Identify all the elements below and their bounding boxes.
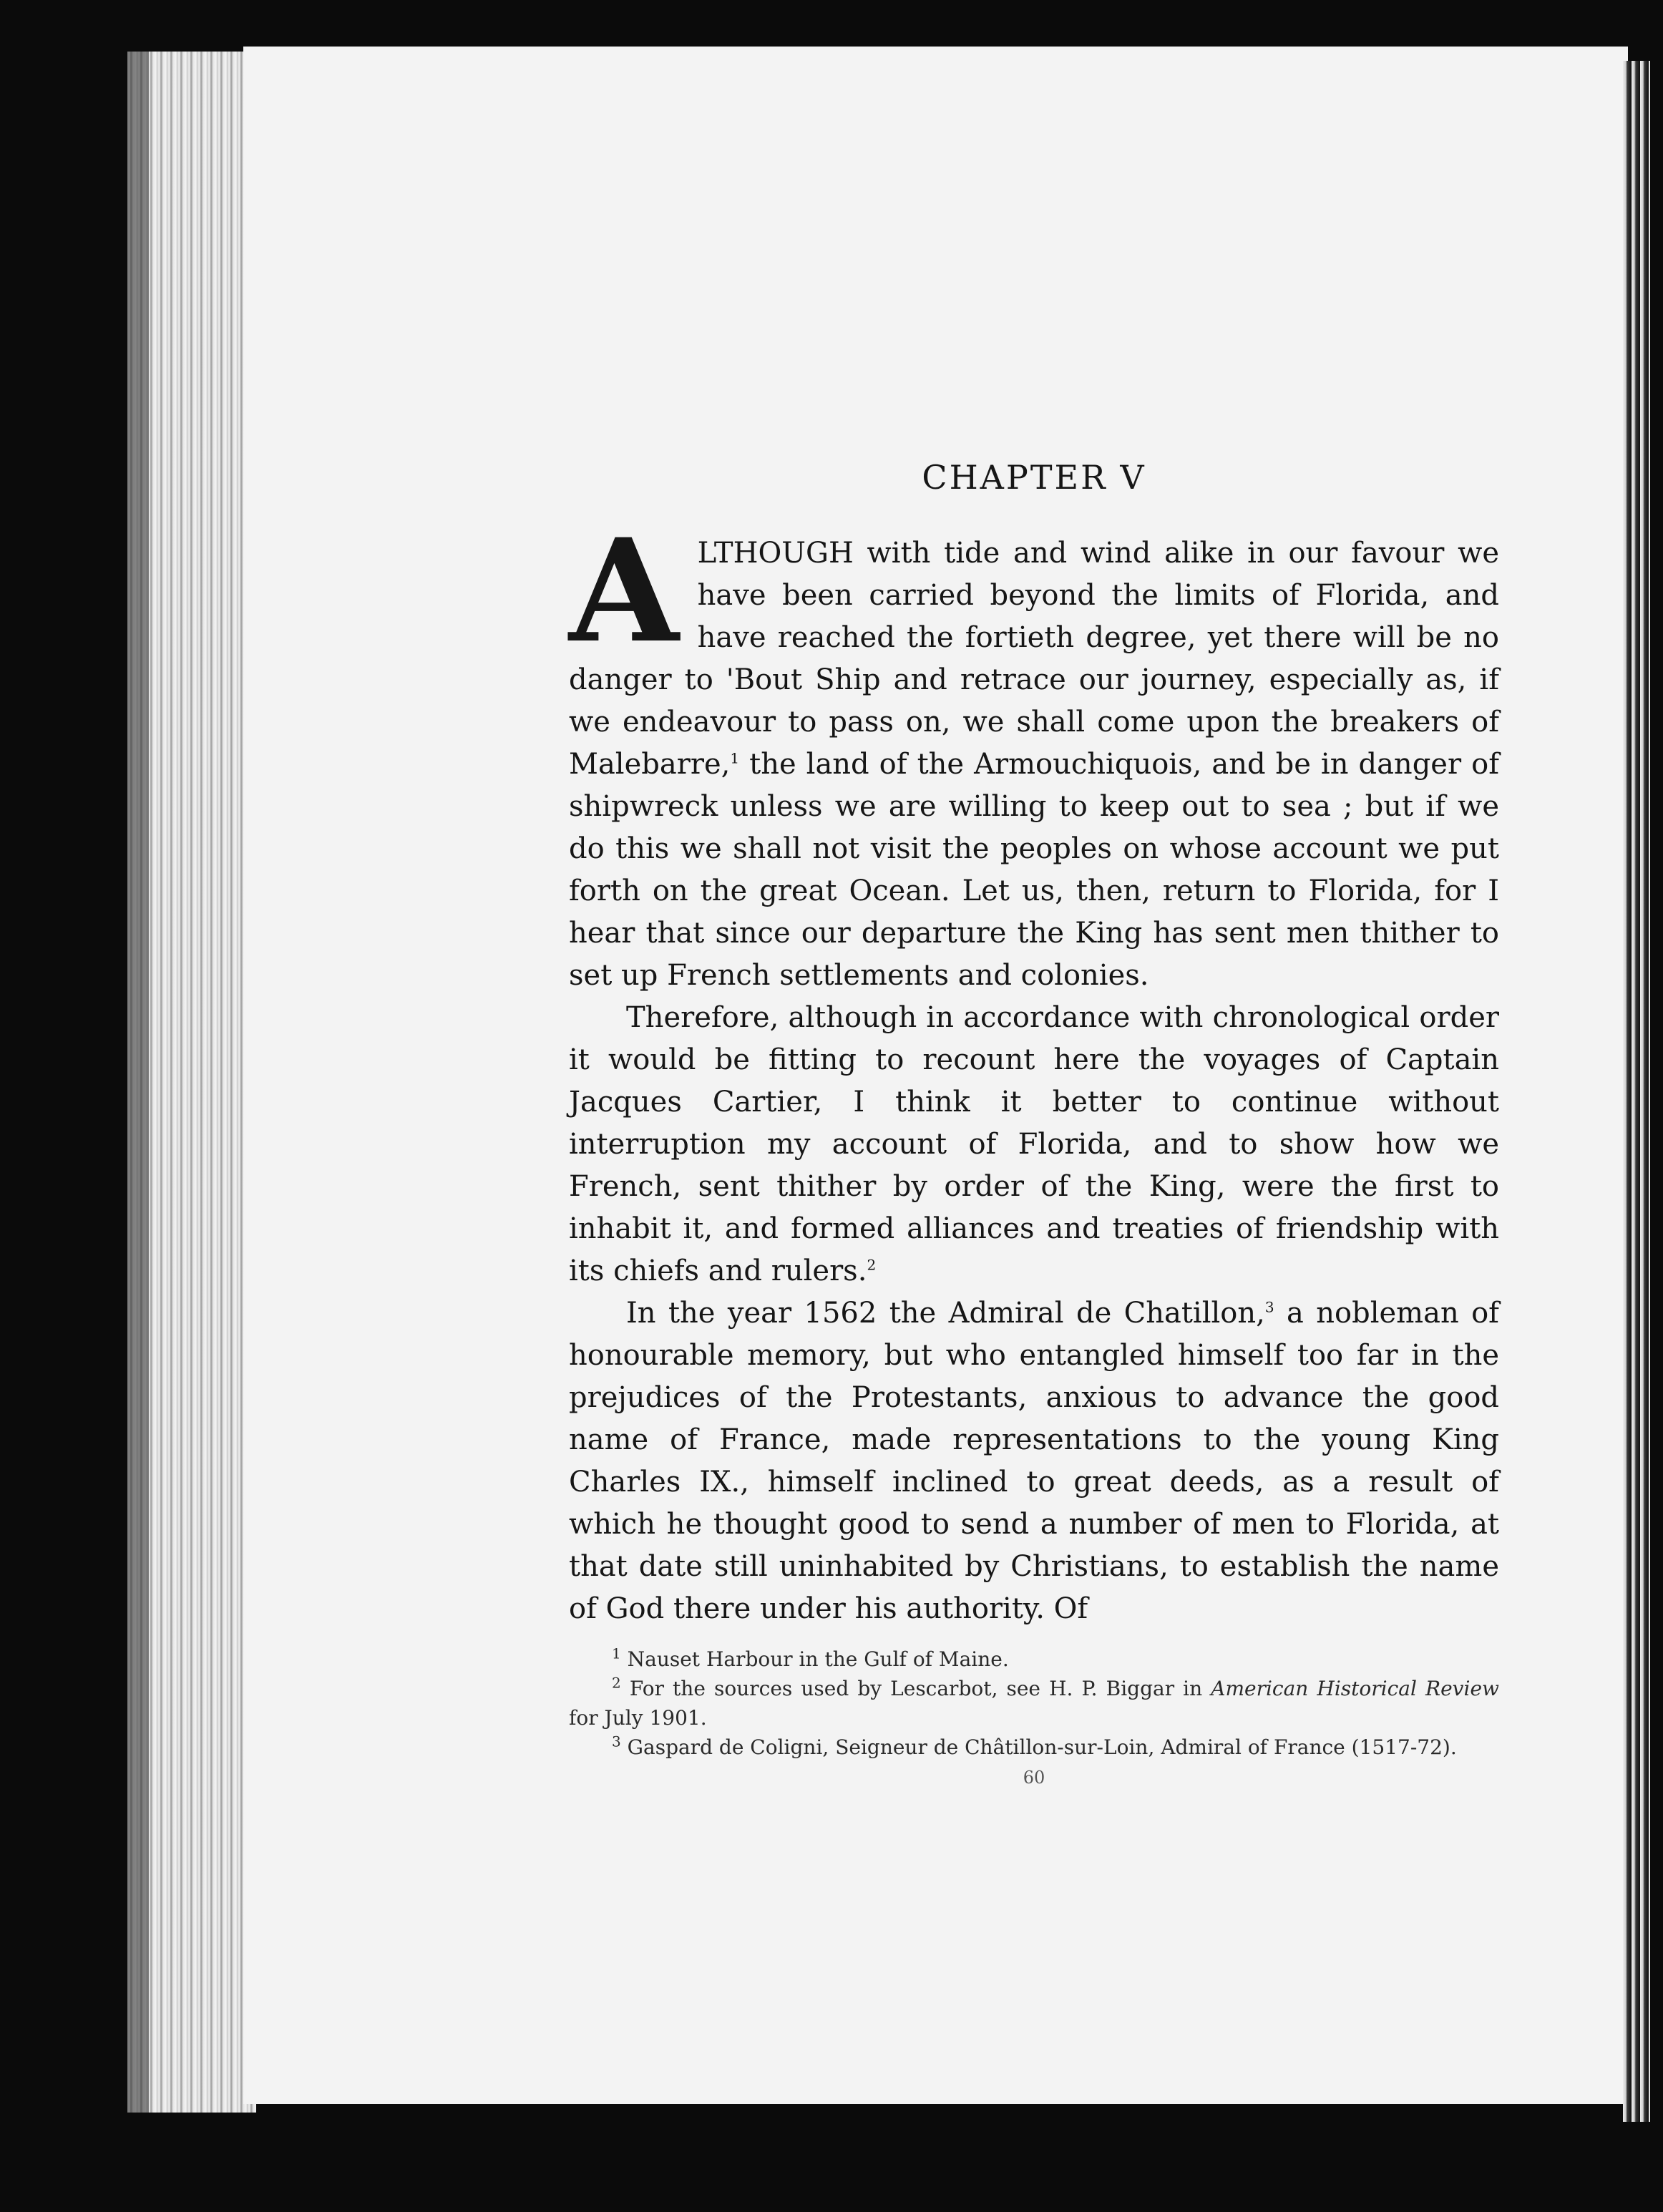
footnote-ref-1: 1 bbox=[730, 749, 740, 767]
footnote-2-text-b: for July 1901. bbox=[569, 1706, 707, 1730]
paragraph-2-text: Therefore, although in accordance with chronological order it would be fitting to recount here the voyages of Captain Jacques Cartier, I think it better to continue without interruption my account of Florida, and to show how we French, sent thither by order of the King, were the first to inhabit it, and formed alliances and treaties of friendship with its chiefs and rulers. bbox=[569, 1001, 1499, 1287]
paragraph-3-text-b: a nobleman of honourable memory, but who entangled himself too far in the prejudices of the Protestants, anxious to advance the good name of France, made representations to the young King Charles IX., himself inclined to great deeds, as a result of which he thought good to send a number of men to Florida, at that date still uninhabited by Christians, to establish the name of God there under his authority. Of bbox=[569, 1297, 1499, 1625]
paragraph-3 bbox=[569, 1292, 1499, 1630]
page-edges-shadow bbox=[127, 52, 149, 2113]
chapter-title: CHAPTER V bbox=[922, 458, 1146, 497]
footnote-3-text: Gaspard de Coligni, Seigneur de Châtillon-sur-Loin, Admiral of France (1517-72). bbox=[620, 1735, 1457, 1759]
footnote-2-text-a: For the sources used by Lescarbot, see H. P. Biggar in bbox=[620, 1677, 1211, 1700]
paragraph-2 bbox=[569, 997, 1499, 1292]
paragraph-3-text-a: In the year 1562 the Admiral de Chatillon, bbox=[626, 1297, 1265, 1330]
paragraph-1 bbox=[569, 507, 1499, 997]
footnote-3-mark: 3 bbox=[612, 1733, 621, 1750]
footnote-1 bbox=[569, 1645, 1499, 1674]
footnotes bbox=[569, 1645, 1499, 1762]
footnote-1-mark: 1 bbox=[612, 1645, 621, 1662]
page-edges-right bbox=[1623, 61, 1650, 2122]
paragraph-1-text: LTHOUGH with tide and wind alike in our favour we have been carried beyond the limits of Florida, and have reached the fortieth degree, yet there will be no danger to 'Bout Ship and retrace our journey, especially as, if we endeavour to pass on, we shall come upon the breakers of Malebarre, bbox=[569, 537, 1499, 781]
page-text-block bbox=[569, 458, 1499, 1788]
footnote-2-mark: 2 bbox=[612, 1674, 621, 1692]
footnote-2-journal: American Historical Review bbox=[1211, 1677, 1499, 1700]
footnote-1-text: Nauset Harbour in the Gulf of Maine. bbox=[620, 1647, 1009, 1671]
drop-cap: A bbox=[569, 507, 679, 674]
paragraph-1-text-rest: the land of the Armouchiquois, and be in danger of shipwreck unless we are willing to keep out to sea ; but if we do this we shall not visit the peoples on whose account we put forth on the great Ocean. Let us, then, return to Florida, for I hear that since our departure the King has sent men thither to set up French settlements and colonies. bbox=[569, 748, 1499, 992]
footnote-ref-3: 3 bbox=[1264, 1298, 1274, 1316]
footnote-3 bbox=[569, 1733, 1499, 1762]
footnote-ref-2: 2 bbox=[867, 1256, 877, 1274]
page-number: 60 bbox=[1023, 1768, 1045, 1788]
footnote-2 bbox=[569, 1674, 1499, 1733]
